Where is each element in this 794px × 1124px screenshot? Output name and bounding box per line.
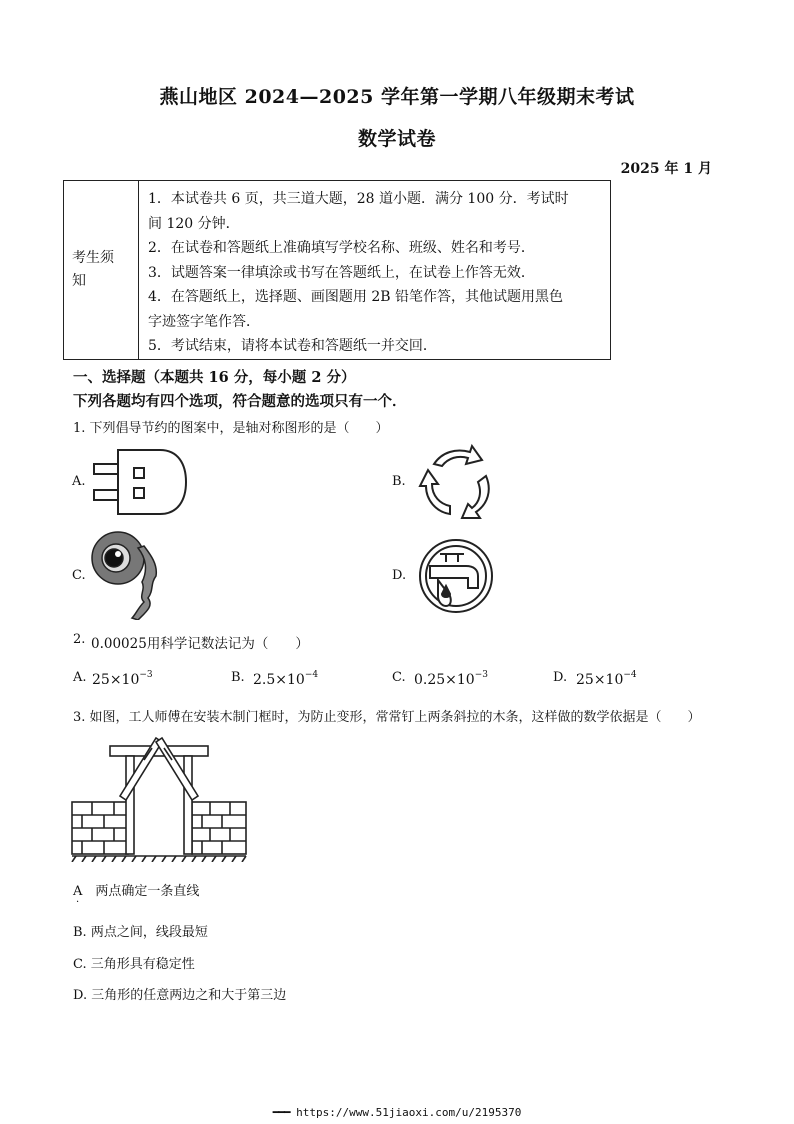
q2-option-a-label: A.	[73, 670, 87, 685]
faucet-drop-icon	[416, 536, 496, 616]
question-2-stem: 0.00025用科学记数法记为（ ）	[91, 636, 309, 652]
recycle-arrows-icon	[416, 442, 496, 520]
q2-option-b-value: $2.5\times 10^{-4}$	[253, 670, 319, 688]
q3-option-c: C. 三角形具有稳定性	[73, 957, 195, 972]
q1-option-b-label: B.	[392, 474, 406, 489]
plug-icon	[88, 446, 190, 518]
exam-subtitle: 数学试卷	[357, 128, 436, 150]
exam-title: 燕山地区 2024—2025 学年第一学期八年级期末考试	[159, 86, 635, 108]
q1-option-d-label: D.	[392, 568, 407, 583]
notice-item: 5．考试结束，请将本试卷和答题纸一并交回．	[148, 338, 437, 354]
q1-option-c-label: C.	[72, 568, 86, 583]
dot-mark: ·	[76, 897, 80, 908]
footer-prefix: ━━━	[272, 1106, 290, 1119]
notice-label: 考生须 知	[64, 181, 139, 359]
door-frame-figure	[70, 734, 248, 862]
section-heading: 一、选择题（本题共 16 分，每小题 2 分）	[73, 369, 356, 386]
q3-option-a: A 两点确定一条直线	[73, 884, 200, 899]
question-2-number: 2.	[73, 632, 86, 647]
q2-option-c-value: $0.25\times 10^{-3}$	[414, 670, 488, 688]
q2-option-a-value: $25\times 10^{-3}$	[92, 670, 153, 688]
notice-item: 字迹签字笔作答．	[148, 313, 260, 330]
notice-item: 1．本试卷共 6 页，共三道大题，28 道小题．满分 100 分．考试时	[148, 191, 569, 207]
q2-option-c-label: C.	[392, 670, 406, 685]
notice-item: 间 120 分钟．	[148, 215, 240, 232]
q2-option-d-label: D.	[553, 670, 568, 685]
notice-items	[148, 187, 608, 359]
footer-url[interactable]: https://www.51jiaoxi.com/u/2195370	[296, 1106, 522, 1119]
footer-watermark	[0, 1106, 794, 1119]
question-1-stem: 1. 下列倡导节约的图案中，是轴对称图形的是（ ）	[73, 421, 389, 436]
tape-roll-icon	[88, 528, 168, 620]
exam-date: 2025 年 1 月	[620, 161, 712, 177]
q2-option-d-value: $25\times 10^{-4}$	[576, 670, 637, 688]
q2-option-b-label: B.	[231, 670, 245, 685]
notice-item: 4．在答题纸上，选择题、画图题用 2B 铅笔作答，其他试题用黑色	[148, 289, 564, 305]
notice-box	[63, 180, 611, 360]
q1-option-a-label: A.	[72, 474, 86, 489]
q3-option-b: B. 两点之间，线段最短	[73, 925, 208, 940]
section-instruction: 下列各题均有四个选项，符合题意的选项只有一个．	[73, 393, 407, 410]
notice-item: 3．试题答案一律填涂或书写在答题纸上，在试卷上作答无效．	[148, 264, 535, 281]
notice-item: 2．在试卷和答题纸上准确填写学校名称、班级、姓名和考号．	[148, 240, 535, 256]
question-3-stem: 3. 如图，工人师傅在安装木制门框时，为防止变形，常常钉上两条斜拉的木条，这样做的数学依据是（ ）	[73, 710, 701, 725]
q3-option-d: D. 三角形的任意两边之和大于第三边	[73, 988, 287, 1003]
